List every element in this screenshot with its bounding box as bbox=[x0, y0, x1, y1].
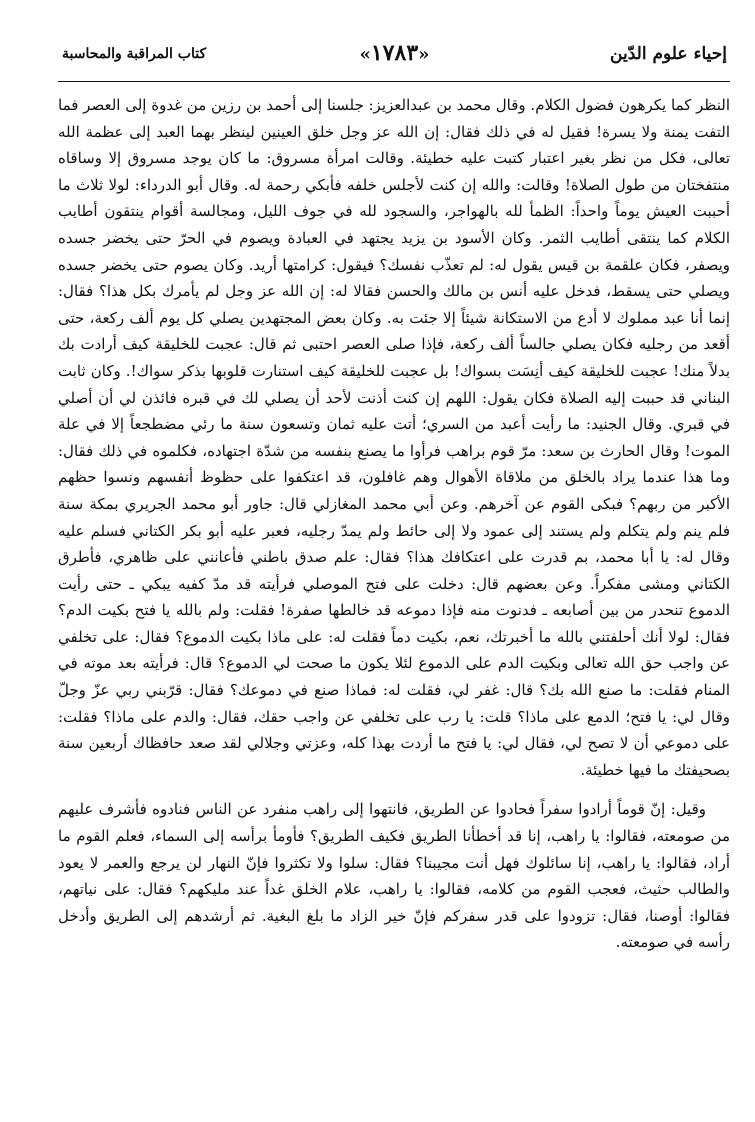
paragraph: وقيل: إنّ قوماً أرادوا سفراً فحادوا عن الطريق، فانتهوا إلى راهب منفرد عن الناس فنادوه فأشرف عليهم من صومعته، فقالوا: يا راهب، إنا قد أخطأنا الطريق فكيف الطريق؟ فأومأ برأسه إلى السماء، فعلم القوم ما أراد، فقالوا: يا راهب، إنا سائلوك فهل أنت مجيبنا؟ فقال: سلوا ولا تكثروا فإنّ النهار لن يرجع والعمر لا يعود والطالب حثيث، فعجب القوم من كلامه، فقالوا: يا راهب، علام الخلق غداً عند مليكهم؟ فقال: على نياتهم، فقالوا: أوصنا، فقال: تزودوا على قدر سفركم فإنّ خير الزاد ما بلغ البغية. ثم أرشدهم إلى الطريق وأدخل رأسه في صومعته. bbox=[58, 800, 730, 952]
book-title: إحياء علوم الدّين bbox=[610, 44, 727, 64]
ornament-close-icon: » bbox=[418, 44, 430, 65]
page-body bbox=[58, 92, 730, 956]
page-number: ١٧٨٣ bbox=[370, 40, 419, 66]
ornament-open-icon: « bbox=[359, 44, 371, 65]
page-header bbox=[62, 40, 727, 78]
paragraph: النظر كما يكرهون فضول الكلام. وقال محمد بن عبدالعزيز: جلسنا إلى أحمد بن رزين من غدوة إلى العصر فما التفت يمنة ولا يسرة! فقيل له في ذلك فقال: إن الله عز وجل خلق العينين لينظر بهما العبد إلى عظمة الله تعالى، فكل من نظر بغير اعتبار كتبت عليه خطيئة. وقالت امرأة مسروق: ما كان يوجد مسروق إلا وساقاه منتفختان من طول الصلاة! وقالت: والله إن كنت لأجلس خلفه فأبكي رحمة له. وقال أبو الدرداء: لولا ثلاث ما أحببت العيش يوماً واحداً: الظمأ لله بالهواجر، والسجود لله في جوف الليل، ومجالسة أقوام ينتقون أطايب الكلام كما ينتقى أطايب الثمر. وكان الأسود بن يزيد يجتهد في العبادة ويصوم في الحرّ حتى يخضر جسده ويصفر، فكان علقمة بن قيس يقول له: لم تعذّب نفسك؟ فيقول: كرامتها أريد. وكان يصوم حتى يخضر جسده ويصلي حتى يسقط، فدخل عليه أنس بن مالك والحسن فقالا له: إن الله عز وجل لم يأمرك بكل هذا؟ فقال: إنما أنا عبد مملوك لا أدع من الاستكانة شيئاً إلا جئت به. وكان بعض المجتهدين يصلي كل يوم ألف ركعة، حتى أقعد من رجليه فكان يصلي جالساً ألف ركعة، فإذا صلى العصر احتبى ثم قال: عجبت للخليقة كيف أرادت بك بدلاً منك! عجبت للخليقة كيف أنِسَت بسواك! بل عجبت للخليقة كيف استنارت قلوبها بذكر سواك!. وكان ثابت البناني قد حببت إليه الصلاة فكان يقول: اللهم إن كنت أذنت لأحد أن يصلي لك في قبره فائذن لي أن أصلي في قبري. وقال الجنيد: ما رأيت أعبد من السري؛ أتت عليه ثمان وتسعون سنة ما رئي مضطجعاً إلا في علة الموت! وقال الحارث بن سعد: مرّ قوم براهب فرأوا ما يصنع بنفسه من شدّة اجتهاده، فكلموه في ذلك فقال: وما هذا عندما يراد بالخلق من ملاقاة الأهوال وهم غافلون، قد اعتكفوا على حظوظ أنفسهم ونسوا حظهم الأكبر من ربهم؟ فبكى القوم عن آخرهم. وعن أبي محمد المغازلي قال: جاور أبو محمد الجريري بمكة سنة فلم ينم ولم يتكلم ولم يستند إلى عمود ولا إلى حائط ولم يمدّ رجليه، فعبر عليه أبو بكر الكتاني فسلم عليه وقال له: يا أبا محمد، بم قدرت على اعتكافك هذا؟ فقال: علم صدق باطني فأعانني على ظاهري، فأطرق الكتاني ومشى مفكراً. وعن بعضهم قال: دخلت على فتح الموصلي فرأيته قد مدّ كفيه يبكي ـ حتى رأيت الدموع تنحدر من بين أصابعه ـ فدنوت منه فإذا دموعه قد خالطها صفرة! فقلت: ولم بالله يا فتح بكيت الدم؟ فقال: لولا أنك أحلفتني بالله ما أخبرتك، نعم، بكيت دماً فقلت له: على ماذا بكيت الدموع؟ فقال: على تخلفي عن واجب حق الله تعالى وبكيت الدم على الدموع لئلا يكون ما صحت لي الدموع؟ قال: فرأيته بعد موته في المنام فقلت: ما صنع الله بك؟ قال: غفر لي، فقلت له: فماذا صنع في دموعك؟ فقال: قرّبني ربي عزّ وجلّ وقال لي: يا فتح؛ الدمع على ماذا؟ قلت: يا رب على تخلفي عن واجب حقك، فقال: والدم على ماذا؟ فقلت: على دموعي أن لا تصح لي، فقال لي: يا فتح ما أردت بهذا كله، وعزتي وجلالي لقد صعد حافظاك أربعين سنة بصحيفتك ما فيها خطيئة. bbox=[58, 96, 730, 779]
header-divider bbox=[58, 81, 730, 82]
page-number-block bbox=[360, 40, 430, 66]
section-title: كتاب المراقبة والمحاسبة bbox=[62, 46, 207, 62]
